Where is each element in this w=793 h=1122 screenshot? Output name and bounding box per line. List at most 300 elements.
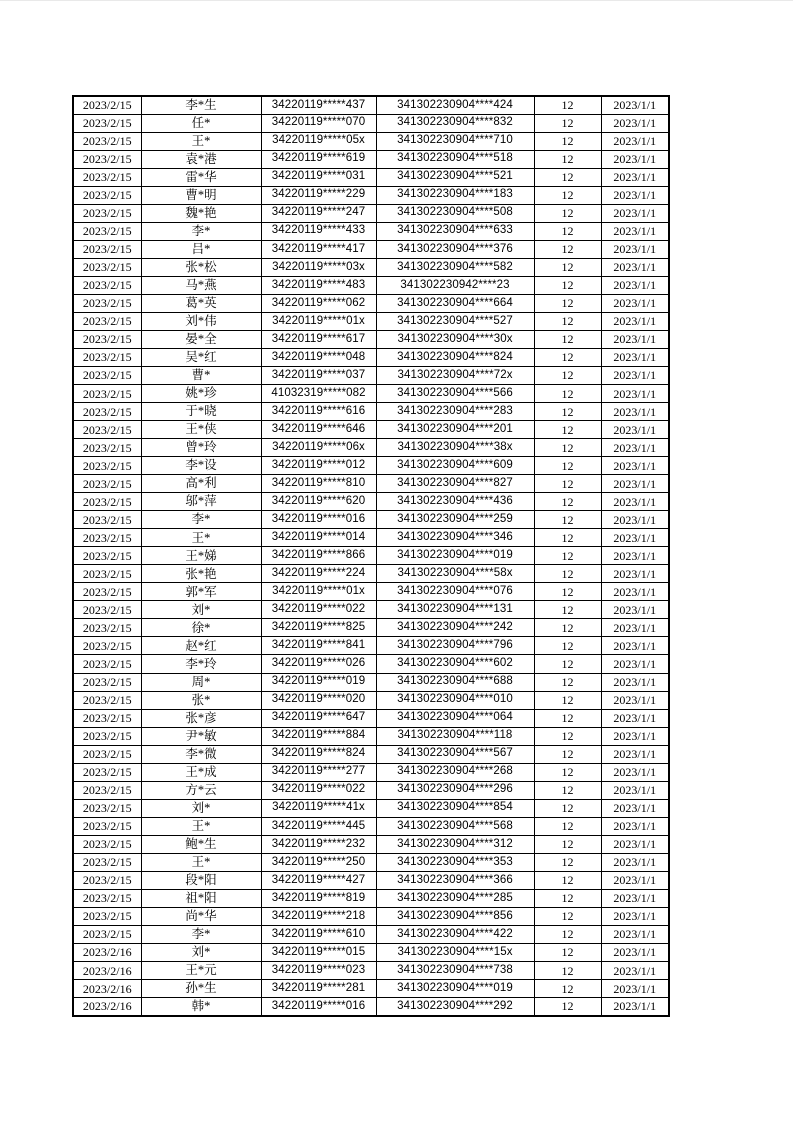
cell-base-date: 2023/1/1 [601, 998, 669, 1016]
cell-id-number-masked: 34220119*****824 [261, 745, 376, 763]
cell-months-value: 12 [534, 583, 601, 601]
cell-person-name: 刘* [141, 799, 261, 817]
cell-base-date: 2023/1/1 [601, 583, 669, 601]
cell-record-date: 2023/2/16 [73, 998, 141, 1016]
cell-id-number-masked: 34220119*****06x [261, 439, 376, 457]
cell-card-number-masked: 341302230904****312 [376, 835, 534, 853]
cell-record-date: 2023/2/15 [73, 132, 141, 150]
cell-card-number-masked: 341302230904****259 [376, 511, 534, 529]
cell-card-number-masked: 341302230904****527 [376, 312, 534, 330]
cell-card-number-masked: 341302230904****268 [376, 763, 534, 781]
table-row [73, 925, 669, 943]
cell-id-number-masked: 34220119*****247 [261, 204, 376, 222]
cell-person-name: 王*元 [141, 962, 261, 980]
cell-months-value: 12 [534, 727, 601, 745]
table-row [73, 421, 669, 439]
cell-card-number-masked: 341302230904****710 [376, 132, 534, 150]
cell-card-number-masked: 341302230904****076 [376, 583, 534, 601]
cell-card-number-masked: 341302230904****827 [376, 475, 534, 493]
cell-record-date: 2023/2/15 [73, 258, 141, 276]
cell-id-number-masked: 34220119*****433 [261, 222, 376, 240]
cell-base-date: 2023/1/1 [601, 222, 669, 240]
cell-person-name: 任* [141, 114, 261, 132]
cell-person-name: 魏*艳 [141, 204, 261, 222]
cell-months-value: 12 [534, 294, 601, 312]
cell-id-number-masked: 34220119*****647 [261, 709, 376, 727]
cell-id-number-masked: 34220119*****020 [261, 691, 376, 709]
cell-id-number-masked: 34220119*****026 [261, 655, 376, 673]
cell-card-number-masked: 341302230904****424 [376, 96, 534, 114]
cell-months-value: 12 [534, 439, 601, 457]
table-row [73, 781, 669, 799]
cell-card-number-masked: 341302230904****508 [376, 204, 534, 222]
table-row [73, 619, 669, 637]
cell-base-date: 2023/1/1 [601, 907, 669, 925]
cell-base-date: 2023/1/1 [601, 186, 669, 204]
cell-record-date: 2023/2/15 [73, 439, 141, 457]
table-row [73, 114, 669, 132]
table-row [73, 745, 669, 763]
cell-base-date: 2023/1/1 [601, 114, 669, 132]
cell-record-date: 2023/2/15 [73, 691, 141, 709]
cell-base-date: 2023/1/1 [601, 727, 669, 745]
cell-base-date: 2023/1/1 [601, 547, 669, 565]
cell-record-date: 2023/2/15 [73, 853, 141, 871]
cell-id-number-masked: 34220119*****218 [261, 907, 376, 925]
cell-id-number-masked: 34220119*****03x [261, 258, 376, 276]
table-row [73, 583, 669, 601]
cell-record-date: 2023/2/15 [73, 925, 141, 943]
cell-id-number-masked: 34220119*****019 [261, 673, 376, 691]
cell-id-number-masked: 34220119*****232 [261, 835, 376, 853]
cell-months-value: 12 [534, 673, 601, 691]
cell-card-number-masked: 341302230904****30x [376, 330, 534, 348]
cell-person-name: 方*云 [141, 781, 261, 799]
cell-card-number-masked: 341302230904****376 [376, 240, 534, 258]
cell-base-date: 2023/1/1 [601, 150, 669, 168]
cell-record-date: 2023/2/15 [73, 511, 141, 529]
cell-record-date: 2023/2/15 [73, 330, 141, 348]
cell-months-value: 12 [534, 330, 601, 348]
table-row [73, 565, 669, 583]
cell-months-value: 12 [534, 403, 601, 421]
table-row [73, 168, 669, 186]
cell-person-name: 王* [141, 817, 261, 835]
cell-months-value: 12 [534, 132, 601, 150]
cell-months-value: 12 [534, 998, 601, 1016]
cell-record-date: 2023/2/16 [73, 943, 141, 961]
cell-person-name: 袁*港 [141, 150, 261, 168]
table-row [73, 962, 669, 980]
cell-record-date: 2023/2/15 [73, 583, 141, 601]
cell-months-value: 12 [534, 475, 601, 493]
cell-person-name: 徐* [141, 619, 261, 637]
cell-record-date: 2023/2/15 [73, 312, 141, 330]
cell-base-date: 2023/1/1 [601, 763, 669, 781]
cell-record-date: 2023/2/15 [73, 601, 141, 619]
cell-months-value: 12 [534, 619, 601, 637]
cell-months-value: 12 [534, 240, 601, 258]
cell-person-name: 王*侠 [141, 421, 261, 439]
cell-base-date: 2023/1/1 [601, 294, 669, 312]
table-row [73, 312, 669, 330]
cell-card-number-masked: 341302230904****283 [376, 403, 534, 421]
cell-id-number-masked: 34220119*****427 [261, 871, 376, 889]
cell-person-name: 李*设 [141, 457, 261, 475]
cell-person-name: 李*微 [141, 745, 261, 763]
cell-record-date: 2023/2/15 [73, 294, 141, 312]
cell-card-number-masked: 341302230904****010 [376, 691, 534, 709]
cell-id-number-masked: 34220119*****01x [261, 583, 376, 601]
cell-months-value: 12 [534, 511, 601, 529]
cell-id-number-masked: 34220119*****616 [261, 403, 376, 421]
cell-person-name: 刘*伟 [141, 312, 261, 330]
cell-person-name: 王*娣 [141, 547, 261, 565]
cell-id-number-masked: 34220119*****620 [261, 493, 376, 511]
cell-card-number-masked: 341302230904****353 [376, 853, 534, 871]
cell-id-number-masked: 34220119*****866 [261, 547, 376, 565]
cell-id-number-masked: 34220119*****016 [261, 511, 376, 529]
table-row [73, 330, 669, 348]
cell-card-number-masked: 341302230904****567 [376, 745, 534, 763]
cell-card-number-masked: 341302230904****72x [376, 366, 534, 384]
cell-id-number-masked: 34220119*****05x [261, 132, 376, 150]
cell-record-date: 2023/2/15 [73, 619, 141, 637]
cell-record-date: 2023/2/15 [73, 385, 141, 403]
cell-id-number-masked: 34220119*****277 [261, 763, 376, 781]
cell-base-date: 2023/1/1 [601, 673, 669, 691]
cell-person-name: 韩* [141, 998, 261, 1016]
cell-card-number-masked: 341302230904****582 [376, 258, 534, 276]
cell-card-number-masked: 341302230904****824 [376, 348, 534, 366]
cell-id-number-masked: 34220119*****01x [261, 312, 376, 330]
cell-months-value: 12 [534, 168, 601, 186]
cell-person-name: 姚*珍 [141, 385, 261, 403]
cell-card-number-masked: 341302230904****688 [376, 673, 534, 691]
table-row [73, 511, 669, 529]
cell-months-value: 12 [534, 312, 601, 330]
cell-base-date: 2023/1/1 [601, 565, 669, 583]
cell-record-date: 2023/2/15 [73, 817, 141, 835]
cell-card-number-masked: 341302230904****633 [376, 222, 534, 240]
cell-card-number-masked: 341302230904****609 [376, 457, 534, 475]
cell-record-date: 2023/2/15 [73, 655, 141, 673]
cell-id-number-masked: 34220119*****610 [261, 925, 376, 943]
cell-record-date: 2023/2/15 [73, 637, 141, 655]
cell-card-number-masked: 341302230904****568 [376, 817, 534, 835]
cell-months-value: 12 [534, 565, 601, 583]
cell-person-name: 李* [141, 222, 261, 240]
table-row [73, 691, 669, 709]
table-row [73, 547, 669, 565]
cell-person-name: 晏*全 [141, 330, 261, 348]
cell-card-number-masked: 341302230904****664 [376, 294, 534, 312]
cell-id-number-masked: 34220119*****022 [261, 601, 376, 619]
cell-months-value: 12 [534, 799, 601, 817]
cell-card-number-masked: 341302230904****366 [376, 871, 534, 889]
cell-base-date: 2023/1/1 [601, 781, 669, 799]
cell-record-date: 2023/2/15 [73, 366, 141, 384]
table-row [73, 276, 669, 294]
cell-base-date: 2023/1/1 [601, 655, 669, 673]
cell-card-number-masked: 341302230904****131 [376, 601, 534, 619]
cell-id-number-masked: 34220119*****031 [261, 168, 376, 186]
cell-card-number-masked: 341302230904****201 [376, 421, 534, 439]
cell-base-date: 2023/1/1 [601, 240, 669, 258]
cell-base-date: 2023/1/1 [601, 709, 669, 727]
cell-card-number-masked: 341302230904****602 [376, 655, 534, 673]
cell-record-date: 2023/2/16 [73, 962, 141, 980]
cell-card-number-masked: 341302230904****832 [376, 114, 534, 132]
cell-card-number-masked: 341302230904****118 [376, 727, 534, 745]
table-row [73, 366, 669, 384]
table-row [73, 853, 669, 871]
cell-base-date: 2023/1/1 [601, 799, 669, 817]
cell-id-number-masked: 34220119*****619 [261, 150, 376, 168]
cell-base-date: 2023/1/1 [601, 475, 669, 493]
cell-id-number-masked: 34220119*****070 [261, 114, 376, 132]
document-page [72, 95, 670, 1017]
cell-months-value: 12 [534, 637, 601, 655]
cell-card-number-masked: 341302230904****566 [376, 385, 534, 403]
cell-id-number-masked: 34220119*****224 [261, 565, 376, 583]
cell-base-date: 2023/1/1 [601, 853, 669, 871]
cell-months-value: 12 [534, 781, 601, 799]
cell-id-number-masked: 34220119*****810 [261, 475, 376, 493]
table-row [73, 439, 669, 457]
cell-card-number-masked: 341302230904****019 [376, 980, 534, 998]
cell-id-number-masked: 34220119*****048 [261, 348, 376, 366]
cell-person-name: 王* [141, 529, 261, 547]
cell-record-date: 2023/2/15 [73, 871, 141, 889]
cell-record-date: 2023/2/15 [73, 168, 141, 186]
table-row [73, 943, 669, 961]
cell-person-name: 吕* [141, 240, 261, 258]
cell-base-date: 2023/1/1 [601, 619, 669, 637]
table-row [73, 799, 669, 817]
cell-record-date: 2023/2/15 [73, 547, 141, 565]
cell-record-date: 2023/2/15 [73, 709, 141, 727]
cell-base-date: 2023/1/1 [601, 366, 669, 384]
cell-person-name: 王*成 [141, 763, 261, 781]
cell-base-date: 2023/1/1 [601, 962, 669, 980]
cell-months-value: 12 [534, 366, 601, 384]
cell-months-value: 12 [534, 925, 601, 943]
cell-months-value: 12 [534, 96, 601, 114]
table-row [73, 673, 669, 691]
cell-record-date: 2023/2/16 [73, 980, 141, 998]
cell-person-name: 李*生 [141, 96, 261, 114]
table-row [73, 258, 669, 276]
cell-months-value: 12 [534, 258, 601, 276]
cell-months-value: 12 [534, 204, 601, 222]
cell-record-date: 2023/2/15 [73, 276, 141, 294]
cell-base-date: 2023/1/1 [601, 96, 669, 114]
table-row [73, 240, 669, 258]
cell-card-number-masked: 341302230904****15x [376, 943, 534, 961]
cell-months-value: 12 [534, 907, 601, 925]
cell-person-name: 李* [141, 925, 261, 943]
cell-person-name: 高*利 [141, 475, 261, 493]
cell-months-value: 12 [534, 457, 601, 475]
cell-id-number-masked: 34220119*****437 [261, 96, 376, 114]
cell-card-number-masked: 341302230904****436 [376, 493, 534, 511]
cell-months-value: 12 [534, 871, 601, 889]
cell-base-date: 2023/1/1 [601, 330, 669, 348]
cell-id-number-masked: 34220119*****825 [261, 619, 376, 637]
cell-base-date: 2023/1/1 [601, 637, 669, 655]
cell-record-date: 2023/2/15 [73, 565, 141, 583]
cell-card-number-masked: 341302230904****285 [376, 889, 534, 907]
cell-id-number-masked: 34220119*****445 [261, 817, 376, 835]
table-row [73, 186, 669, 204]
cell-base-date: 2023/1/1 [601, 493, 669, 511]
page-top-edge [0, 0, 793, 1]
cell-months-value: 12 [534, 709, 601, 727]
table-row [73, 457, 669, 475]
cell-months-value: 12 [534, 655, 601, 673]
table-row [73, 204, 669, 222]
cell-person-name: 郭*军 [141, 583, 261, 601]
cell-id-number-masked: 34220119*****250 [261, 853, 376, 871]
cell-record-date: 2023/2/15 [73, 835, 141, 853]
cell-base-date: 2023/1/1 [601, 276, 669, 294]
cell-record-date: 2023/2/15 [73, 529, 141, 547]
table-row [73, 871, 669, 889]
cell-months-value: 12 [534, 529, 601, 547]
cell-record-date: 2023/2/15 [73, 150, 141, 168]
cell-months-value: 12 [534, 835, 601, 853]
cell-base-date: 2023/1/1 [601, 403, 669, 421]
cell-months-value: 12 [534, 889, 601, 907]
cell-base-date: 2023/1/1 [601, 980, 669, 998]
cell-months-value: 12 [534, 817, 601, 835]
cell-base-date: 2023/1/1 [601, 348, 669, 366]
cell-id-number-masked: 34220119*****819 [261, 889, 376, 907]
cell-record-date: 2023/2/15 [73, 889, 141, 907]
cell-card-number-masked: 341302230904****296 [376, 781, 534, 799]
cell-months-value: 12 [534, 763, 601, 781]
cell-person-name: 雷*华 [141, 168, 261, 186]
cell-card-number-masked: 341302230904****738 [376, 962, 534, 980]
cell-card-number-masked: 341302230904****422 [376, 925, 534, 943]
cell-record-date: 2023/2/15 [73, 457, 141, 475]
cell-card-number-masked: 341302230904****518 [376, 150, 534, 168]
cell-id-number-masked: 34220119*****016 [261, 998, 376, 1016]
cell-person-name: 祖*阳 [141, 889, 261, 907]
cell-card-number-masked: 341302230904****242 [376, 619, 534, 637]
cell-id-number-masked: 41032319*****082 [261, 385, 376, 403]
cell-person-name: 张*彦 [141, 709, 261, 727]
cell-record-date: 2023/2/15 [73, 727, 141, 745]
cell-person-name: 周* [141, 673, 261, 691]
cell-record-date: 2023/2/15 [73, 348, 141, 366]
cell-months-value: 12 [534, 186, 601, 204]
cell-card-number-masked: 341302230904****521 [376, 168, 534, 186]
cell-person-name: 鲍*生 [141, 835, 261, 853]
cell-card-number-masked: 341302230942****23 [376, 276, 534, 294]
table-row [73, 601, 669, 619]
roster-table [72, 95, 670, 1017]
cell-base-date: 2023/1/1 [601, 601, 669, 619]
cell-person-name: 王* [141, 132, 261, 150]
cell-base-date: 2023/1/1 [601, 871, 669, 889]
cell-id-number-masked: 34220119*****014 [261, 529, 376, 547]
cell-person-name: 李* [141, 511, 261, 529]
table-row [73, 727, 669, 745]
table-row [73, 403, 669, 421]
cell-base-date: 2023/1/1 [601, 168, 669, 186]
cell-months-value: 12 [534, 980, 601, 998]
table-row [73, 835, 669, 853]
cell-person-name: 孙*生 [141, 980, 261, 998]
cell-id-number-masked: 34220119*****483 [261, 276, 376, 294]
cell-card-number-masked: 341302230904****796 [376, 637, 534, 655]
cell-record-date: 2023/2/15 [73, 493, 141, 511]
cell-months-value: 12 [534, 114, 601, 132]
table-row [73, 637, 669, 655]
cell-card-number-masked: 341302230904****019 [376, 547, 534, 565]
table-row [73, 998, 669, 1016]
cell-person-name: 张*艳 [141, 565, 261, 583]
cell-person-name: 王* [141, 853, 261, 871]
cell-person-name: 张* [141, 691, 261, 709]
cell-months-value: 12 [534, 601, 601, 619]
cell-base-date: 2023/1/1 [601, 691, 669, 709]
cell-card-number-masked: 341302230904****856 [376, 907, 534, 925]
table-row [73, 475, 669, 493]
cell-record-date: 2023/2/15 [73, 799, 141, 817]
table-row [73, 889, 669, 907]
table-row [73, 529, 669, 547]
cell-record-date: 2023/2/15 [73, 204, 141, 222]
table-row [73, 709, 669, 727]
cell-id-number-masked: 34220119*****884 [261, 727, 376, 745]
cell-person-name: 曹*明 [141, 186, 261, 204]
cell-id-number-masked: 34220119*****229 [261, 186, 376, 204]
cell-id-number-masked: 34220119*****012 [261, 457, 376, 475]
cell-months-value: 12 [534, 222, 601, 240]
cell-id-number-masked: 34220119*****617 [261, 330, 376, 348]
cell-months-value: 12 [534, 150, 601, 168]
cell-id-number-masked: 34220119*****841 [261, 637, 376, 655]
cell-person-name: 葛*英 [141, 294, 261, 312]
cell-id-number-masked: 34220119*****022 [261, 781, 376, 799]
cell-id-number-masked: 34220119*****281 [261, 980, 376, 998]
table-row [73, 907, 669, 925]
cell-months-value: 12 [534, 276, 601, 294]
cell-person-name: 曾*玲 [141, 439, 261, 457]
table-row [73, 150, 669, 168]
cell-card-number-masked: 341302230904****854 [376, 799, 534, 817]
cell-id-number-masked: 34220119*****646 [261, 421, 376, 439]
cell-person-name: 李*玲 [141, 655, 261, 673]
cell-person-name: 刘* [141, 601, 261, 619]
cell-card-number-masked: 341302230904****292 [376, 998, 534, 1016]
cell-person-name: 马*燕 [141, 276, 261, 294]
cell-record-date: 2023/2/15 [73, 222, 141, 240]
cell-card-number-masked: 341302230904****58x [376, 565, 534, 583]
table-row [73, 385, 669, 403]
table-row [73, 817, 669, 835]
cell-base-date: 2023/1/1 [601, 204, 669, 222]
cell-record-date: 2023/2/15 [73, 186, 141, 204]
cell-person-name: 邬*萍 [141, 493, 261, 511]
cell-base-date: 2023/1/1 [601, 132, 669, 150]
cell-months-value: 12 [534, 691, 601, 709]
cell-person-name: 刘* [141, 943, 261, 961]
cell-card-number-masked: 341302230904****38x [376, 439, 534, 457]
